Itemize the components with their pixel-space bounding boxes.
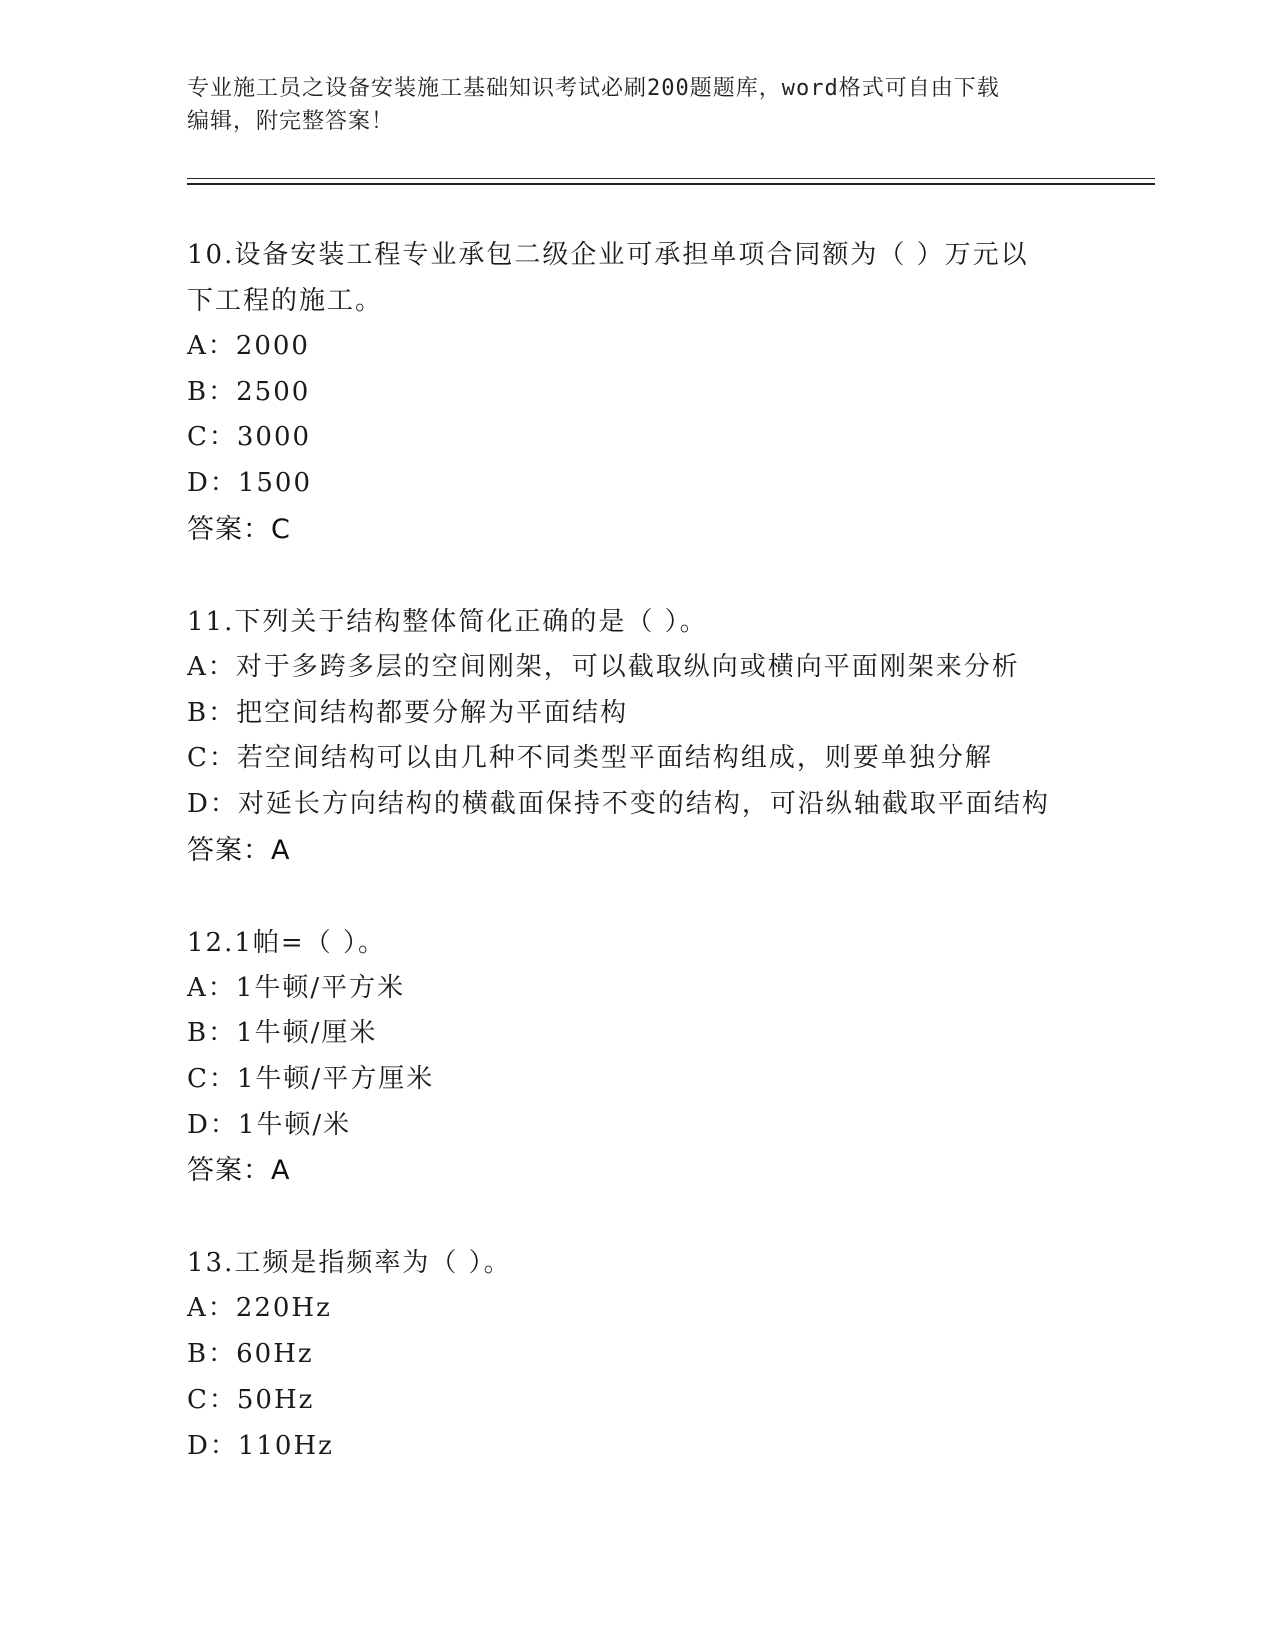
option-b: B：1牛顿/厘米 <box>187 1018 378 1049</box>
header-divider-thick <box>187 183 1155 185</box>
option-a: A：220Hz <box>187 1293 332 1324</box>
answer-label: 答案：A <box>187 1155 291 1187</box>
answer-label: 答案：C <box>187 513 291 545</box>
question-stem: 10.设备安装工程专业承包二级企业可承担单项合同额为（ ）万元以 <box>187 240 1029 270</box>
option-a: A：1牛顿/平方米 <box>187 972 406 1003</box>
option-d: D：1牛顿/米 <box>187 1109 352 1140</box>
header-title-line-2: 编辑，附完整答案！ <box>187 109 395 134</box>
option-b: B：60Hz <box>187 1339 314 1370</box>
question-10 <box>187 232 1087 553</box>
option-b: B：2500 <box>187 376 311 407</box>
option-d: D：110Hz <box>187 1430 334 1461</box>
question-12 <box>187 920 1087 1195</box>
option-a: A：对于多跨多层的空间刚架，可以截取纵向或横向平面刚架来分析 <box>187 651 1020 682</box>
question-list <box>187 232 1087 1515</box>
option-b: B：把空间结构都要分解为平面结构 <box>187 697 629 728</box>
option-c: C：3000 <box>187 422 312 453</box>
option-c: C：50Hz <box>187 1384 315 1415</box>
answer-label: 答案：A <box>187 834 291 866</box>
question-13 <box>187 1240 1087 1469</box>
option-d: D：1500 <box>187 468 313 499</box>
header-divider-thin <box>187 178 1155 179</box>
question-stem-continued: 下工程的施工。 <box>187 286 384 316</box>
document-header <box>187 72 1087 138</box>
option-c: C：1牛顿/平方厘米 <box>187 1064 435 1095</box>
header-title-line-1: 专业施工员之设备安装施工基础知识考试必刷200题题库，word格式可自由下载 <box>187 76 1000 101</box>
question-stem: 13.工频是指频率为（ ）。 <box>187 1248 512 1279</box>
option-a: A：2000 <box>187 331 310 361</box>
question-stem: 11.下列关于结构整体简化正确的是（ ）。 <box>187 606 708 637</box>
question-stem: 12.1帕=（ ）。 <box>187 927 386 958</box>
option-d: D：对延长方向结构的横截面保持不变的结构，可沿纵轴截取平面结构 <box>187 788 1050 819</box>
option-c: C：若空间结构可以由几种不同类型平面结构组成，则要单独分解 <box>187 743 993 774</box>
question-11 <box>187 599 1087 874</box>
